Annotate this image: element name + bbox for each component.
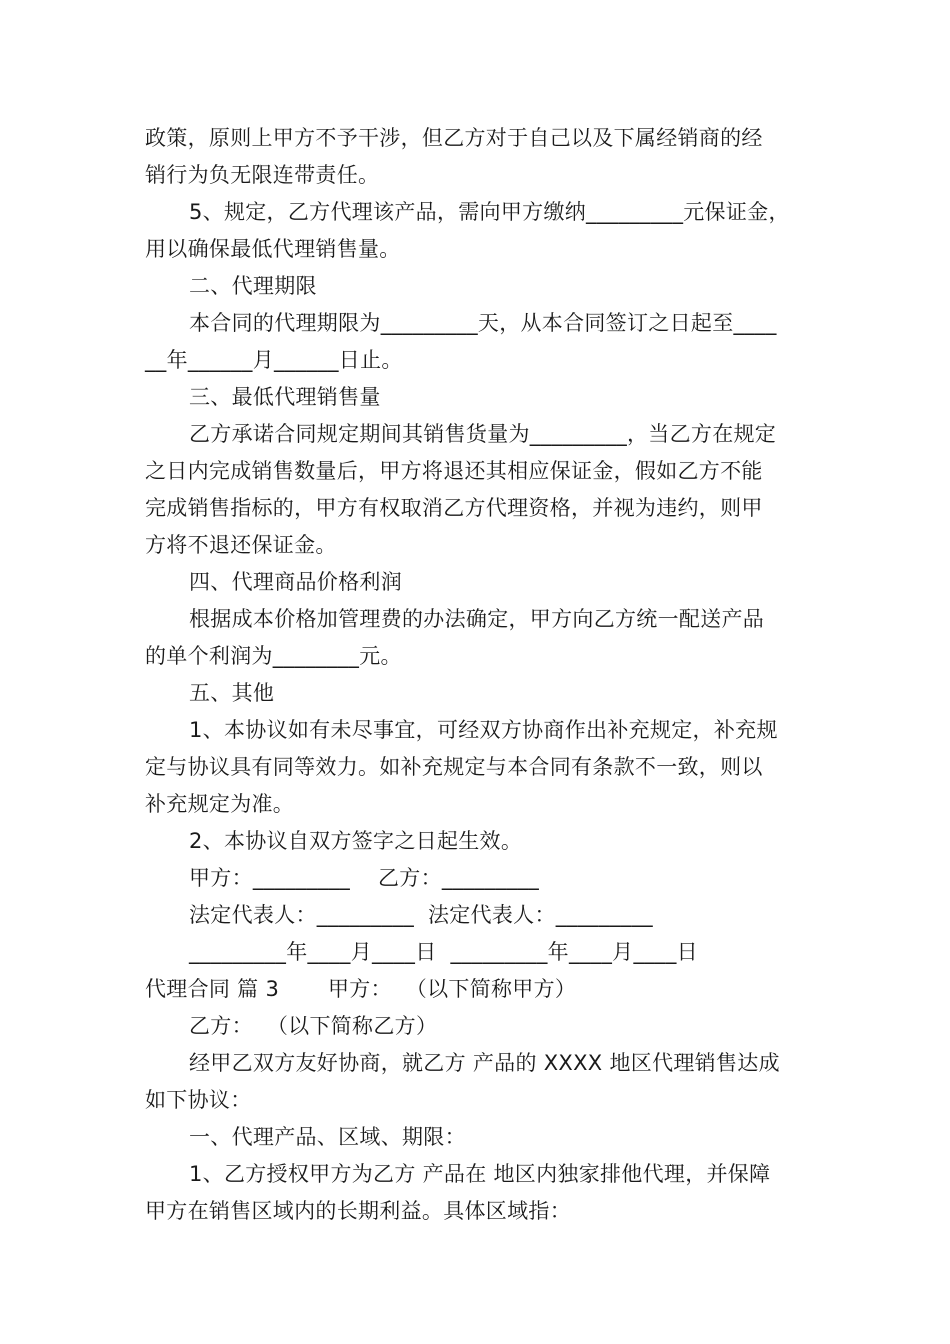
- text-line: 补充规定为准。: [145, 792, 295, 816]
- text-line: 1、本协议如有未尽事宜，可经双方协商作出补充规定，补充规: [189, 718, 778, 742]
- text-line: 根据成本价格加管理费的办法确定，甲方向乙方统一配送产品: [189, 607, 765, 631]
- clause-5-line: 5、规定，乙方代理该产品，需向甲方缴纳_________元保证金，: [189, 200, 790, 224]
- text-line: 的单个利润为________元。: [145, 644, 402, 668]
- contract-3-heading: 代理合同 篇 3 甲方： （以下简称甲方）: [145, 977, 577, 1001]
- text-line: 乙方： （以下简称乙方）: [189, 1014, 438, 1038]
- text-line: 本合同的代理期限为_________天，从本合同签订之日起至____: [189, 311, 777, 335]
- text-line: 乙方承诺合同规定期间其销售货量为_________，当乙方在规定: [189, 422, 777, 446]
- text-line: 用以确保最低代理销售量。: [145, 237, 401, 261]
- section-heading-other: 五、其他: [189, 681, 275, 705]
- text-line: 完成销售指标的，甲方有权取消乙方代理资格，并视为违约，则甲: [145, 496, 763, 520]
- section-heading-product-region: 一、代理产品、区域、期限：: [189, 1125, 466, 1149]
- text-line: 方将不退还保证金。: [145, 533, 337, 557]
- text-line: 2、本协议自双方签字之日起生效。: [189, 829, 523, 853]
- section-heading-min-sales: 三、最低代理销售量: [189, 385, 381, 409]
- text-line: 定与协议具有同等效力。如补充规定与本合同有条款不一致，则以: [145, 755, 763, 779]
- section-heading-price-profit: 四、代理商品价格利润: [189, 570, 402, 594]
- text-line: 如下协议：: [145, 1088, 252, 1112]
- text-line: 1、乙方授权甲方为乙方 产品在 地区内独家排他代理，并保障: [189, 1162, 771, 1186]
- text-line: 销行为负无限连带责任。: [145, 163, 380, 187]
- text-line: __年______月______日止。: [145, 348, 403, 372]
- signature-representatives: 法定代表人：_________ 法定代表人：_________: [189, 903, 653, 927]
- signature-dates: _________年____月____日 _________年____月____日: [189, 940, 698, 964]
- text-line: 经甲乙双方友好协商，就乙方 产品的 XXXX 地区代理销售达成: [189, 1051, 780, 1075]
- signature-parties: 甲方：_________ 乙方：_________: [189, 866, 540, 890]
- text-line: 政策，原则上甲方不予干涉，但乙方对于自己以及下属经销商的经: [145, 126, 763, 150]
- section-heading-term: 二、代理期限: [189, 274, 317, 298]
- text-line: 甲方在销售区域内的长期利益。具体区域指：: [145, 1199, 571, 1223]
- text-line: 之日内完成销售数量后，甲方将退还其相应保证金，假如乙方不能: [145, 459, 763, 483]
